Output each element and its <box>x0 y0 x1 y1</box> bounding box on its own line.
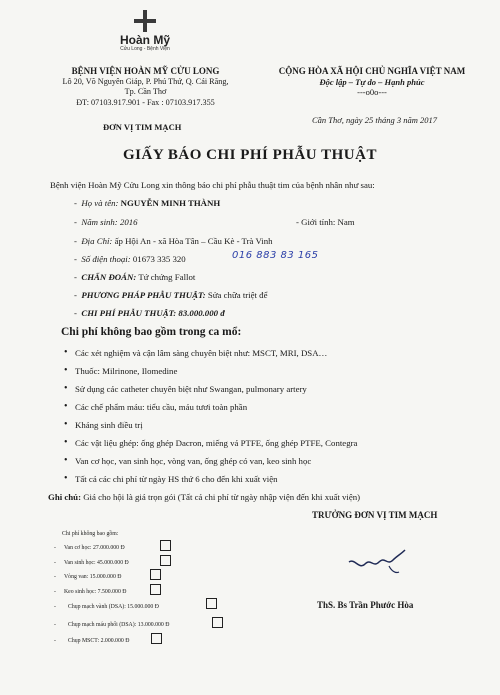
exclusion-item: • Kháng sinh điều trị <box>75 420 143 430</box>
nation-line1: CỘNG HÒA XÃ HỘI CHỦ NGHĨA VIỆT NAM <box>278 66 466 76</box>
signature-title: TRƯỞNG ĐƠN VỊ TIM MẠCH <box>312 510 438 520</box>
checklist-item: Van sinh học: 45.000.000 Đ <box>64 560 129 566</box>
exclusion-item: • Các xét nghiệm và cận lâm sàng chuyên biệt như: MSCT, MRI, DSA… <box>75 348 327 358</box>
exclusion-item: • Thuốc: Milrinone, Ilomedine <box>75 366 177 376</box>
diagnosis-row: - CHẨN ĐOÁN: Tứ chứng Fallot <box>74 272 196 282</box>
patient-address: ấp Hội An - xã Hòa Tân – Cầu Kè - Trà Vinh <box>114 236 273 246</box>
name-label: Họ và tên: <box>81 198 119 208</box>
address-row: - Địa Chỉ: ấp Hội An - xã Hòa Tân – Cầu Kè - Trà Vinh <box>74 236 273 246</box>
checklist-item: Chụp mạch vành (DSA): 15.000.000 Đ <box>68 604 159 610</box>
checklist-item: Van cơ học: 27.000.000 Đ <box>64 545 125 551</box>
exclusion-item: • Các vật liệu ghép: ống ghép Dacron, miếng vá PTFE, ống ghép PTFE, Contegra <box>75 438 357 448</box>
cross-logo-icon <box>134 10 156 32</box>
hospital-name: BỆNH VIỆN HOÀN MỸ CỬU LONG <box>71 66 220 76</box>
cost-row: - CHI PHÍ PHẪU THUẬT: 83.000.000 đ <box>74 308 225 318</box>
hospital-phone: ĐT: 07103.917.901 - Fax : 07103.917.355 <box>76 97 215 107</box>
document-date: Cần Thơ, ngày 25 tháng 3 năm 2017 <box>312 115 437 125</box>
checklist-item: Keo sinh học: 7.500.000 Đ <box>64 589 127 595</box>
exclusions-title: Chi phí không bao gồm trong ca mổ: <box>61 326 242 338</box>
address-label: Địa Chỉ: <box>81 236 113 246</box>
nation-motto: Độc lập – Tự do – Hạnh phúc <box>319 76 425 87</box>
hospital-address-line1: Lô 20, Võ Nguyên Giáp, P. Phú Thứ, Q. Cái Răng, <box>62 76 229 86</box>
diagnosis-value: Tứ chứng Fallot <box>138 272 196 282</box>
patient-name: NGUYỄN MINH THÀNH <box>120 198 221 208</box>
checklist-item: Vòng van: 15.000.000 Đ <box>64 574 122 580</box>
nation-divider: ---o0o--- <box>357 87 387 97</box>
checklist-dash: - <box>54 545 56 551</box>
method-row: - PHƯƠNG PHÁP PHẪU THUẬT: Sửa chữa triệt để <box>74 290 268 300</box>
checklist-dash: - <box>54 638 56 644</box>
logo-subtitle: Cửu Long - Bệnh Viện <box>120 46 170 52</box>
diagnosis-label: CHẨN ĐOÁN: <box>81 272 137 282</box>
national-header <box>272 66 472 98</box>
exclusion-item: • Tất cả các chi phí từ ngày HS thứ 6 cho đến khi xuất viện <box>75 474 278 484</box>
checklist-checkbox[interactable] <box>212 617 223 628</box>
hospital-address-line2: Tp. Cần Thơ <box>124 87 167 96</box>
phone-row: - Số điện thoại: 01673 335 320 <box>74 254 186 264</box>
sex-field: - Giới tính: Nam <box>296 217 355 227</box>
note-label: Ghi chú: <box>48 492 81 502</box>
checklist-checkbox[interactable] <box>160 540 171 551</box>
patient-name-row: - Họ và tên: NGUYỄN MINH THÀNH <box>74 198 221 208</box>
note-row <box>48 492 360 502</box>
checklist-checkbox[interactable] <box>160 555 171 566</box>
logo-name: Hoàn Mỹ <box>119 33 170 47</box>
phone-label: Số điện thoại: <box>81 254 131 264</box>
hospital-logo <box>110 10 180 52</box>
page-title: GIẤY BÁO CHI PHÍ PHẪU THUẬT <box>123 147 377 163</box>
exclusion-item: • Các chế phẩm máu: tiểu cầu, máu tươi toàn phần <box>75 402 247 412</box>
checklist-dash: - <box>54 574 56 580</box>
handwritten-phone: 016 883 83 165 <box>232 250 319 261</box>
checklist-item: Chụp mạch máu phổi (DSA): 13.000.000 Đ <box>68 622 170 628</box>
checklist-dash: - <box>54 622 56 628</box>
signature-scribble <box>345 540 415 580</box>
checklist-title: Chi phí không bao gồm: <box>62 531 119 537</box>
checklist-checkbox[interactable] <box>206 598 217 609</box>
checklist-dash: - <box>54 560 56 566</box>
department-name: ĐƠN VỊ TIM MẠCH <box>103 122 182 132</box>
checklist-checkbox[interactable] <box>151 633 162 644</box>
method-value: Sửa chữa triệt để <box>207 290 268 300</box>
checklist-checkbox[interactable] <box>150 569 161 580</box>
exclusion-item: • Sử dụng các catheter chuyên biệt như Swangan, pulmonary artery <box>75 384 307 394</box>
intro-text: Bệnh viện Hoàn Mỹ Cửu Long xin thông báo chi phí phẫu thuật tim của bệnh nhân như sau: <box>50 180 375 190</box>
birth-row: - Năm sinh: 2016 <box>74 217 138 227</box>
checklist-dash: - <box>54 604 56 610</box>
checklist-item: Chụp MSCT: 2.000.000 Đ <box>68 638 130 644</box>
patient-phone: 01673 335 320 <box>132 254 186 264</box>
exclusion-item: • Van cơ học, van sinh học, vòng van, ống ghép có van, keo sinh học <box>75 456 311 466</box>
checklist-dash: - <box>54 589 56 595</box>
checklist-checkbox[interactable] <box>150 584 161 595</box>
surgery-cost: CHI PHÍ PHẪU THUẬT: 83.000.000 đ <box>81 308 225 318</box>
hospital-header <box>28 66 263 108</box>
signature-name: ThS. Bs Trần Phước Hòa <box>317 600 414 610</box>
method-label: PHƯƠNG PHÁP PHẪU THUẬT: <box>81 290 206 300</box>
birth-year: Năm sinh: 2016 <box>81 217 138 227</box>
note-text: Giá cho hội là giá trọn gói (Tất cả chi phí từ ngày nhập viện đến khi xuất viện) <box>83 492 361 502</box>
